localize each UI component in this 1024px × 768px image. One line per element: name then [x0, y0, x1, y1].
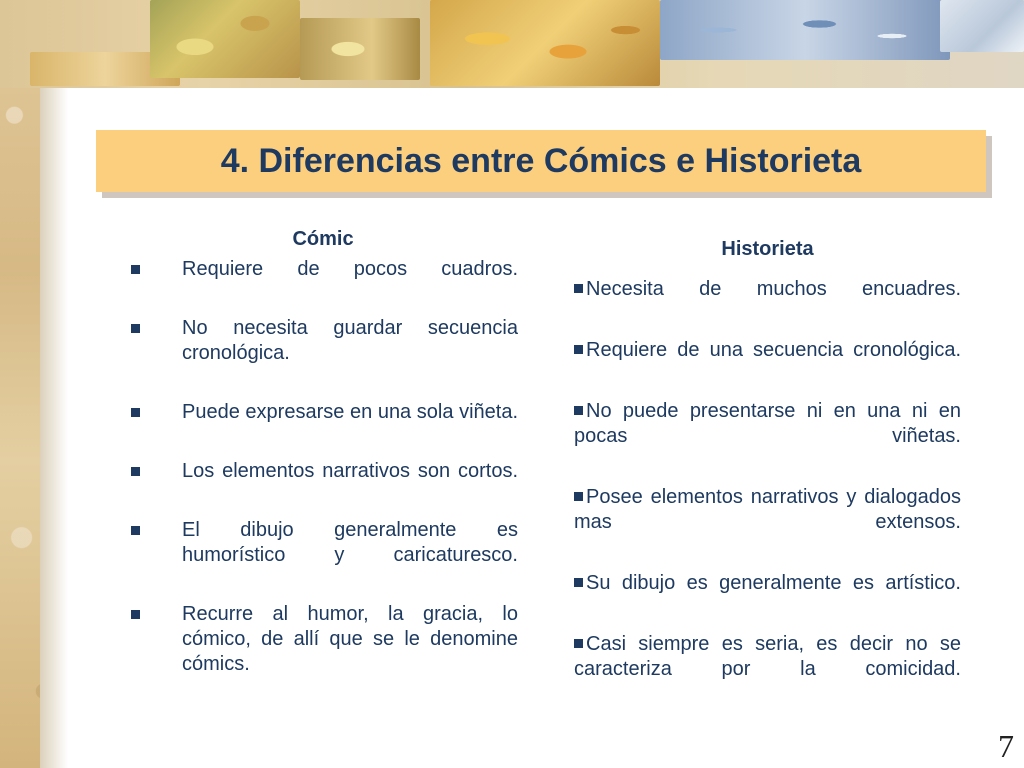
slide-title: 4. Diferencias entre Cómics e Historieta: [220, 141, 862, 180]
banner-photo-flowers: [300, 18, 420, 80]
slide-edge-shadow: [40, 88, 68, 768]
bullet-square-icon: [574, 492, 583, 501]
bullet-square-icon: [131, 467, 140, 476]
historieta-heading: Historieta: [721, 238, 814, 260]
historieta-list-item: No puede presentarse ni en una ni en pocas viñetas.: [574, 400, 961, 447]
historieta-list-item: Necesita de muchos encuadres.: [574, 277, 961, 327]
bullet-square-icon: [131, 324, 140, 333]
comic-list: [128, 257, 518, 702]
bullet-square-icon: [131, 526, 140, 535]
bullet-square-icon: [574, 578, 583, 587]
historieta-column: [574, 238, 961, 718]
bullet-square-icon: [574, 639, 583, 648]
bullet-square-icon: [131, 408, 140, 417]
historieta-list-item: Casi siempre es seria, es decir no se caracteriza por la comicidad.: [574, 633, 961, 680]
bullet-square-icon: [574, 406, 583, 415]
historieta-list: [574, 277, 961, 707]
bullet-square-icon: [131, 610, 140, 619]
comic-heading: Cómic: [292, 228, 354, 250]
comic-list-item: Recurre al humor, la gracia, lo cómico, de allí que se le denomine cómics.: [128, 602, 518, 702]
banner-photo-leaves: [150, 0, 300, 78]
comic-list-item: Los elementos narrativos son cortos.: [128, 459, 518, 509]
historieta-list-item: Su dibujo es generalmente es artístico.: [574, 571, 961, 621]
comic-list-item: El dibujo generalmente es humorístico y caricaturesco.: [128, 518, 518, 593]
comic-list-item: Puede expresarse en una sola viñeta.: [128, 400, 518, 450]
bullet-square-icon: [574, 345, 583, 354]
title-banner: [96, 130, 986, 192]
comic-column: [128, 228, 518, 711]
bullet-square-icon: [131, 265, 140, 274]
comic-list-item: Requiere de pocos cuadros.: [128, 257, 518, 307]
comic-list-item: No necesita guardar secuencia cronológica.: [128, 316, 518, 391]
banner-photo-sky: [660, 0, 950, 60]
banner-photo-autumn: [430, 0, 660, 86]
bullet-square-icon: [574, 284, 583, 293]
banner-photo-clouds: [940, 0, 1024, 52]
historieta-list-item: Requiere de una secuencia cronológica.: [574, 338, 961, 388]
page-number: 7: [998, 728, 1014, 764]
historieta-list-item: Posee elementos narrativos y dialogados mas extensos.: [574, 486, 961, 533]
